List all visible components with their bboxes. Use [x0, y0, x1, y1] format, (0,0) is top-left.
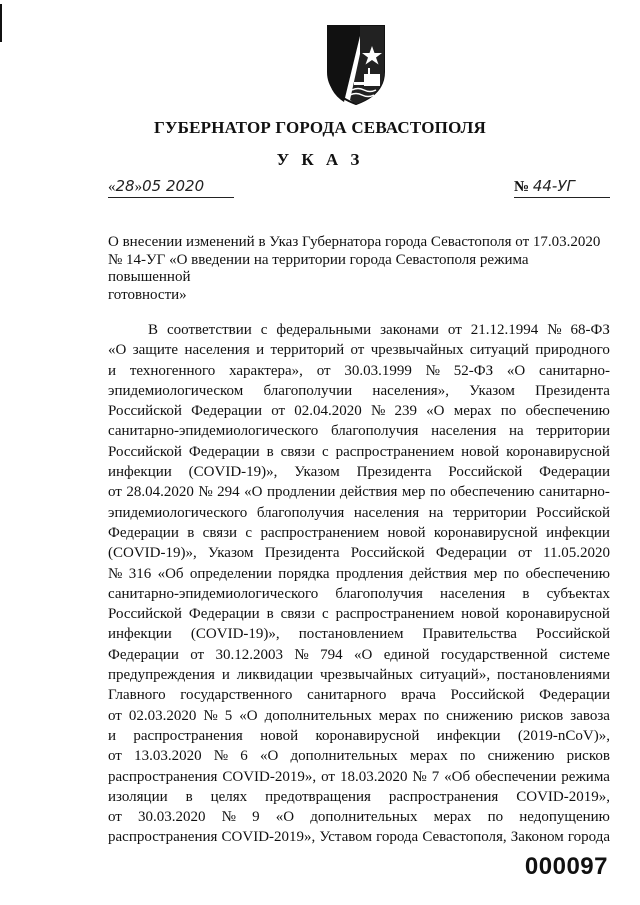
body-word: чрезвычайных — [320, 667, 413, 684]
body-word: Российской — [448, 464, 523, 481]
body-word: 294 — [217, 484, 240, 501]
body-word: от — [190, 646, 205, 663]
body-word: 5 — [224, 707, 233, 724]
body-word: ситуаций — [469, 342, 529, 359]
body-word: соответствии — [167, 322, 252, 338]
body-word: Федерации — [191, 403, 262, 420]
body-word: распространения — [108, 829, 218, 846]
body-word: № — [221, 809, 236, 826]
body-word: распространения — [108, 768, 218, 785]
body-line — [108, 726, 610, 746]
body-word: «О — [354, 646, 373, 663]
body-line — [108, 381, 610, 401]
body-line — [108, 320, 610, 340]
body-word: В — [148, 322, 159, 338]
body-word: 02.03.2020 — [128, 707, 197, 724]
body-word: распространением — [260, 524, 380, 541]
body-word: города — [567, 829, 610, 846]
body-word: «О — [239, 707, 258, 724]
body-word: в — [522, 585, 530, 602]
body-word: COVID-2019», — [516, 788, 610, 805]
body-word: продлении — [266, 484, 336, 501]
body-word: «О — [275, 809, 295, 826]
body-line — [108, 767, 610, 787]
body-word: с — [245, 524, 253, 541]
body-word: эпидемиологического — [108, 504, 248, 521]
body-word: действия — [409, 565, 468, 582]
document-title — [108, 234, 608, 304]
body-word: территории — [452, 504, 527, 521]
body-word: благополучии — [263, 382, 353, 399]
body-word: Указом — [294, 464, 340, 481]
body-word: по — [459, 748, 476, 765]
body-line — [108, 706, 610, 726]
document-type: У К А З — [276, 150, 364, 169]
body-word: в — [266, 606, 274, 623]
body-word: 28.04.2020 — [126, 484, 194, 501]
body-word: населения — [184, 342, 250, 359]
body-word: № — [425, 362, 440, 379]
body-word: санитарно-эпидемиологического — [108, 585, 319, 602]
body-word: эпидемиологическом — [108, 382, 244, 399]
body-word: благополучия — [335, 585, 423, 602]
body-word: Федерации — [108, 524, 179, 541]
body-word: инфекции — [546, 524, 610, 541]
body-word: № — [198, 484, 213, 501]
title-line: О внесении изменений в Указ Губернатора города Севастополя от 17.03.2020 — [108, 234, 601, 250]
body-word: по — [423, 707, 440, 724]
body-line — [108, 401, 610, 421]
body-word: территории — [536, 423, 610, 440]
body-word: санитарно- — [539, 362, 610, 379]
body-word: Уставом — [319, 829, 372, 846]
body-word: дополнительных — [264, 707, 372, 724]
body-word: ликвидации — [236, 667, 314, 684]
body-word: и — [256, 342, 265, 359]
body-word: Федерации — [188, 443, 260, 460]
title-line: № 14-УГ «О введении на территории города Севастополя режима повышенной — [108, 251, 529, 285]
body-word: 11.05.2020 — [543, 545, 610, 562]
body-word: новой — [461, 606, 500, 623]
body-word: постановлениями — [497, 667, 610, 684]
body-word: снижению — [446, 707, 513, 724]
body-word: Федерации — [539, 687, 610, 704]
body-word: территорий — [270, 342, 345, 359]
body-word: благополучия — [330, 423, 419, 440]
body-word: Российской — [450, 687, 525, 704]
body-line — [108, 482, 610, 502]
body-word: обеспечению — [450, 484, 535, 501]
body-word: новой — [461, 443, 500, 460]
body-word: недопущению — [519, 809, 610, 826]
body-word: дополнительных — [310, 809, 418, 826]
body-word: Указом — [207, 545, 254, 562]
body-word: с — [321, 443, 329, 460]
body-word: Федерации — [108, 646, 179, 663]
body-word: (COVID-19)», — [190, 626, 280, 643]
body-word: «О — [244, 484, 263, 501]
body-word: в — [187, 524, 195, 541]
body-word: продления — [335, 565, 404, 582]
body-word: благополучия — [256, 504, 345, 521]
body-word: завоза — [570, 707, 610, 724]
body-word: Севастополя, — [422, 829, 507, 846]
body-word: порядка — [278, 565, 330, 582]
body-word: чрезвычайных — [370, 342, 464, 359]
body-word: распространением — [335, 443, 455, 460]
body-word: Президента — [535, 382, 610, 399]
body-word: «О — [506, 362, 526, 379]
body-word: санитарно- — [538, 484, 610, 501]
body-word: природного — [535, 342, 610, 359]
body-line — [108, 421, 610, 441]
body-word: Законом — [510, 829, 564, 846]
body-word: коронавирусной — [433, 524, 538, 541]
body-word: мерах — [433, 809, 472, 826]
date-open-quote: « — [108, 179, 116, 195]
body-word: характера», — [229, 362, 303, 379]
body-word: ситуаций», — [419, 667, 491, 684]
body-word: 30.03.1999 — [344, 362, 412, 379]
page-edge-mark — [0, 4, 2, 42]
body-word: в — [266, 443, 274, 460]
body-word: законами — [380, 322, 439, 338]
issuing-authority: ГУБЕРНАТОР ГОРОДА СЕВАСТОПОЛЯ — [153, 118, 486, 137]
body-word: от — [108, 809, 122, 826]
body-word: города — [376, 829, 419, 846]
body-word: снижению — [487, 748, 555, 765]
body-line — [108, 787, 610, 807]
body-word: COVID-2019», — [222, 768, 317, 785]
body-word: распространением — [335, 606, 455, 623]
body-word: обеспечению — [525, 403, 610, 420]
body-word: единой — [383, 646, 430, 663]
body-word: и — [108, 727, 117, 744]
body-word: режима — [561, 768, 610, 785]
body-word: 6 — [240, 748, 248, 765]
body-word: 7 — [431, 768, 440, 785]
body-word: Российской — [108, 606, 182, 623]
body-word: «О — [108, 342, 127, 359]
body-word: обеспечению — [525, 565, 610, 582]
body-word: Российской — [108, 443, 182, 460]
body-word: распространения — [133, 727, 243, 744]
body-word: коронавирусной — [315, 727, 420, 744]
body-word: от — [108, 748, 122, 765]
body-word: № — [294, 646, 309, 663]
body-word: Президента — [264, 545, 340, 562]
number-value: 44-УГ — [532, 177, 575, 195]
body-word: государственной — [440, 646, 548, 663]
body-word: «Об — [444, 768, 471, 785]
body-word: № — [203, 707, 218, 724]
body-line — [108, 564, 610, 584]
body-line — [108, 665, 610, 685]
body-word: «Об — [157, 565, 184, 582]
body-word: по — [430, 484, 446, 501]
body-word: 13.03.2020 — [134, 748, 202, 765]
body-word: 316 — [128, 565, 152, 582]
body-line — [108, 645, 610, 665]
body-word: № — [213, 748, 229, 765]
body-word: связи — [202, 524, 238, 541]
body-word: по — [503, 565, 520, 582]
body-word: Российской — [350, 545, 425, 562]
body-word: врача — [401, 687, 436, 704]
body-word: системе — [559, 646, 610, 663]
body-line — [108, 523, 610, 543]
body-word: государственного — [180, 687, 293, 704]
body-word: мер — [473, 565, 498, 582]
body-word: от — [350, 342, 365, 359]
body-word: федеральными — [276, 322, 372, 338]
body-word: инфекции — [436, 727, 501, 744]
body-line — [108, 462, 610, 482]
body-word: от — [108, 484, 122, 501]
body-word: предотвращения — [265, 788, 371, 805]
body-word: на — [428, 504, 444, 521]
body-word: от — [271, 403, 286, 420]
body-word: COVID-2019», — [221, 829, 316, 846]
body-word: целях — [210, 788, 248, 805]
body-word: 18.03.2020 — [339, 768, 408, 785]
body-line — [108, 807, 610, 827]
body-word: 21.12.1994 — [470, 322, 539, 338]
body-word: защите — [132, 342, 179, 359]
body-word: Федерации — [435, 545, 507, 562]
number-label: № — [514, 179, 530, 195]
body-word: 52-ФЗ — [453, 362, 494, 379]
body-word: Федерации — [539, 464, 610, 481]
body-word: 239 — [394, 403, 417, 420]
serial-number: 000097 — [524, 853, 608, 880]
body-word: санитарно-эпидемиологического — [108, 423, 319, 440]
body-line — [108, 604, 610, 624]
body-word: определении — [189, 565, 272, 582]
body-word: инфекции — [108, 464, 172, 481]
body-word: предупреждения — [108, 667, 215, 684]
body-word: новой — [387, 524, 426, 541]
body-word: «О — [259, 748, 279, 765]
body-word: «О — [426, 403, 445, 420]
body-word: 30.12.2003 — [215, 646, 284, 663]
body-word: техногенного — [129, 362, 216, 379]
body-word: от — [108, 707, 122, 724]
body-word: от — [321, 768, 335, 785]
body-word: от — [517, 545, 532, 562]
body-word: Российской — [536, 626, 610, 643]
document-number — [514, 177, 610, 198]
body-line — [108, 584, 610, 604]
body-word: населения — [439, 585, 506, 602]
body-word: от — [447, 322, 462, 338]
body-word: в — [185, 788, 193, 805]
body-word: Правительства — [422, 626, 517, 643]
body-line — [108, 361, 610, 381]
body-word: на — [509, 423, 524, 440]
body-word: по — [487, 809, 504, 826]
body-word: инфекции — [108, 626, 172, 643]
body-word: коронавирусной — [506, 443, 610, 460]
body-word: 794 — [320, 646, 343, 663]
body-word: № — [370, 403, 386, 420]
body-word: и — [221, 667, 230, 684]
body-word: 30.03.2020 — [138, 809, 206, 826]
body-word: Главного — [108, 687, 166, 704]
body-word: № — [412, 768, 427, 785]
date-day: 28 — [115, 177, 135, 195]
body-word: коронавирусной — [506, 606, 610, 623]
body-word: мерах — [378, 707, 417, 724]
body-word: № — [547, 322, 562, 338]
body-word: новой — [260, 727, 299, 744]
body-word: рисков — [519, 707, 564, 724]
date-month-year: 05 2020 — [142, 177, 205, 195]
body-word: обеспечении — [475, 768, 557, 785]
body-word: Президента — [356, 464, 432, 481]
body-word: мерах — [409, 748, 448, 765]
body-word: населения», — [372, 382, 449, 399]
body-word: (COVID-19)», — [108, 545, 197, 562]
body-line — [108, 746, 610, 766]
body-word: № — [108, 565, 123, 582]
body-word: мерах — [453, 403, 492, 420]
body-word: Федерации — [188, 606, 260, 623]
body-word: постановлением — [298, 626, 404, 643]
document-body — [108, 320, 610, 848]
body-word: изоляции — [108, 788, 168, 805]
body-word: населения — [353, 504, 420, 521]
body-word: связи — [280, 606, 316, 623]
body-word: и — [108, 362, 117, 379]
body-paragraph — [108, 320, 610, 848]
body-word: по — [500, 403, 517, 420]
body-line — [108, 827, 610, 847]
body-word: распространения — [388, 788, 499, 805]
body-line — [108, 624, 610, 644]
body-word: связи — [280, 443, 316, 460]
body-word: субъектах — [546, 585, 610, 602]
body-word: санитарного — [307, 687, 387, 704]
body-word: Российской — [108, 403, 182, 420]
body-word: мер — [401, 484, 426, 501]
body-word: дополнительных — [290, 748, 398, 765]
body-word: (2019-nCoV)», — [517, 727, 610, 744]
body-word: действия — [339, 484, 398, 501]
date-close-quote: » — [134, 179, 143, 195]
body-line — [108, 503, 610, 523]
body-word: Указом — [469, 382, 515, 399]
body-line — [108, 442, 610, 462]
body-word: 68-ФЗ — [570, 322, 610, 338]
body-word: с — [321, 606, 329, 623]
body-line — [108, 543, 610, 563]
sevastopol-coat-of-arms-emblem — [324, 24, 388, 106]
body-word: от — [316, 362, 331, 379]
body-word: 9 — [252, 809, 260, 826]
body-line — [108, 685, 610, 705]
body-word: Российской — [536, 504, 610, 521]
body-word: 02.04.2020 — [294, 403, 362, 420]
body-word: рисков — [566, 748, 610, 765]
body-word: (COVID-19)», — [188, 464, 278, 481]
body-word: населения — [431, 423, 497, 440]
document-date — [108, 177, 234, 198]
body-word: с — [260, 322, 268, 338]
body-line — [108, 340, 610, 360]
title-line: готовности» — [108, 286, 187, 303]
